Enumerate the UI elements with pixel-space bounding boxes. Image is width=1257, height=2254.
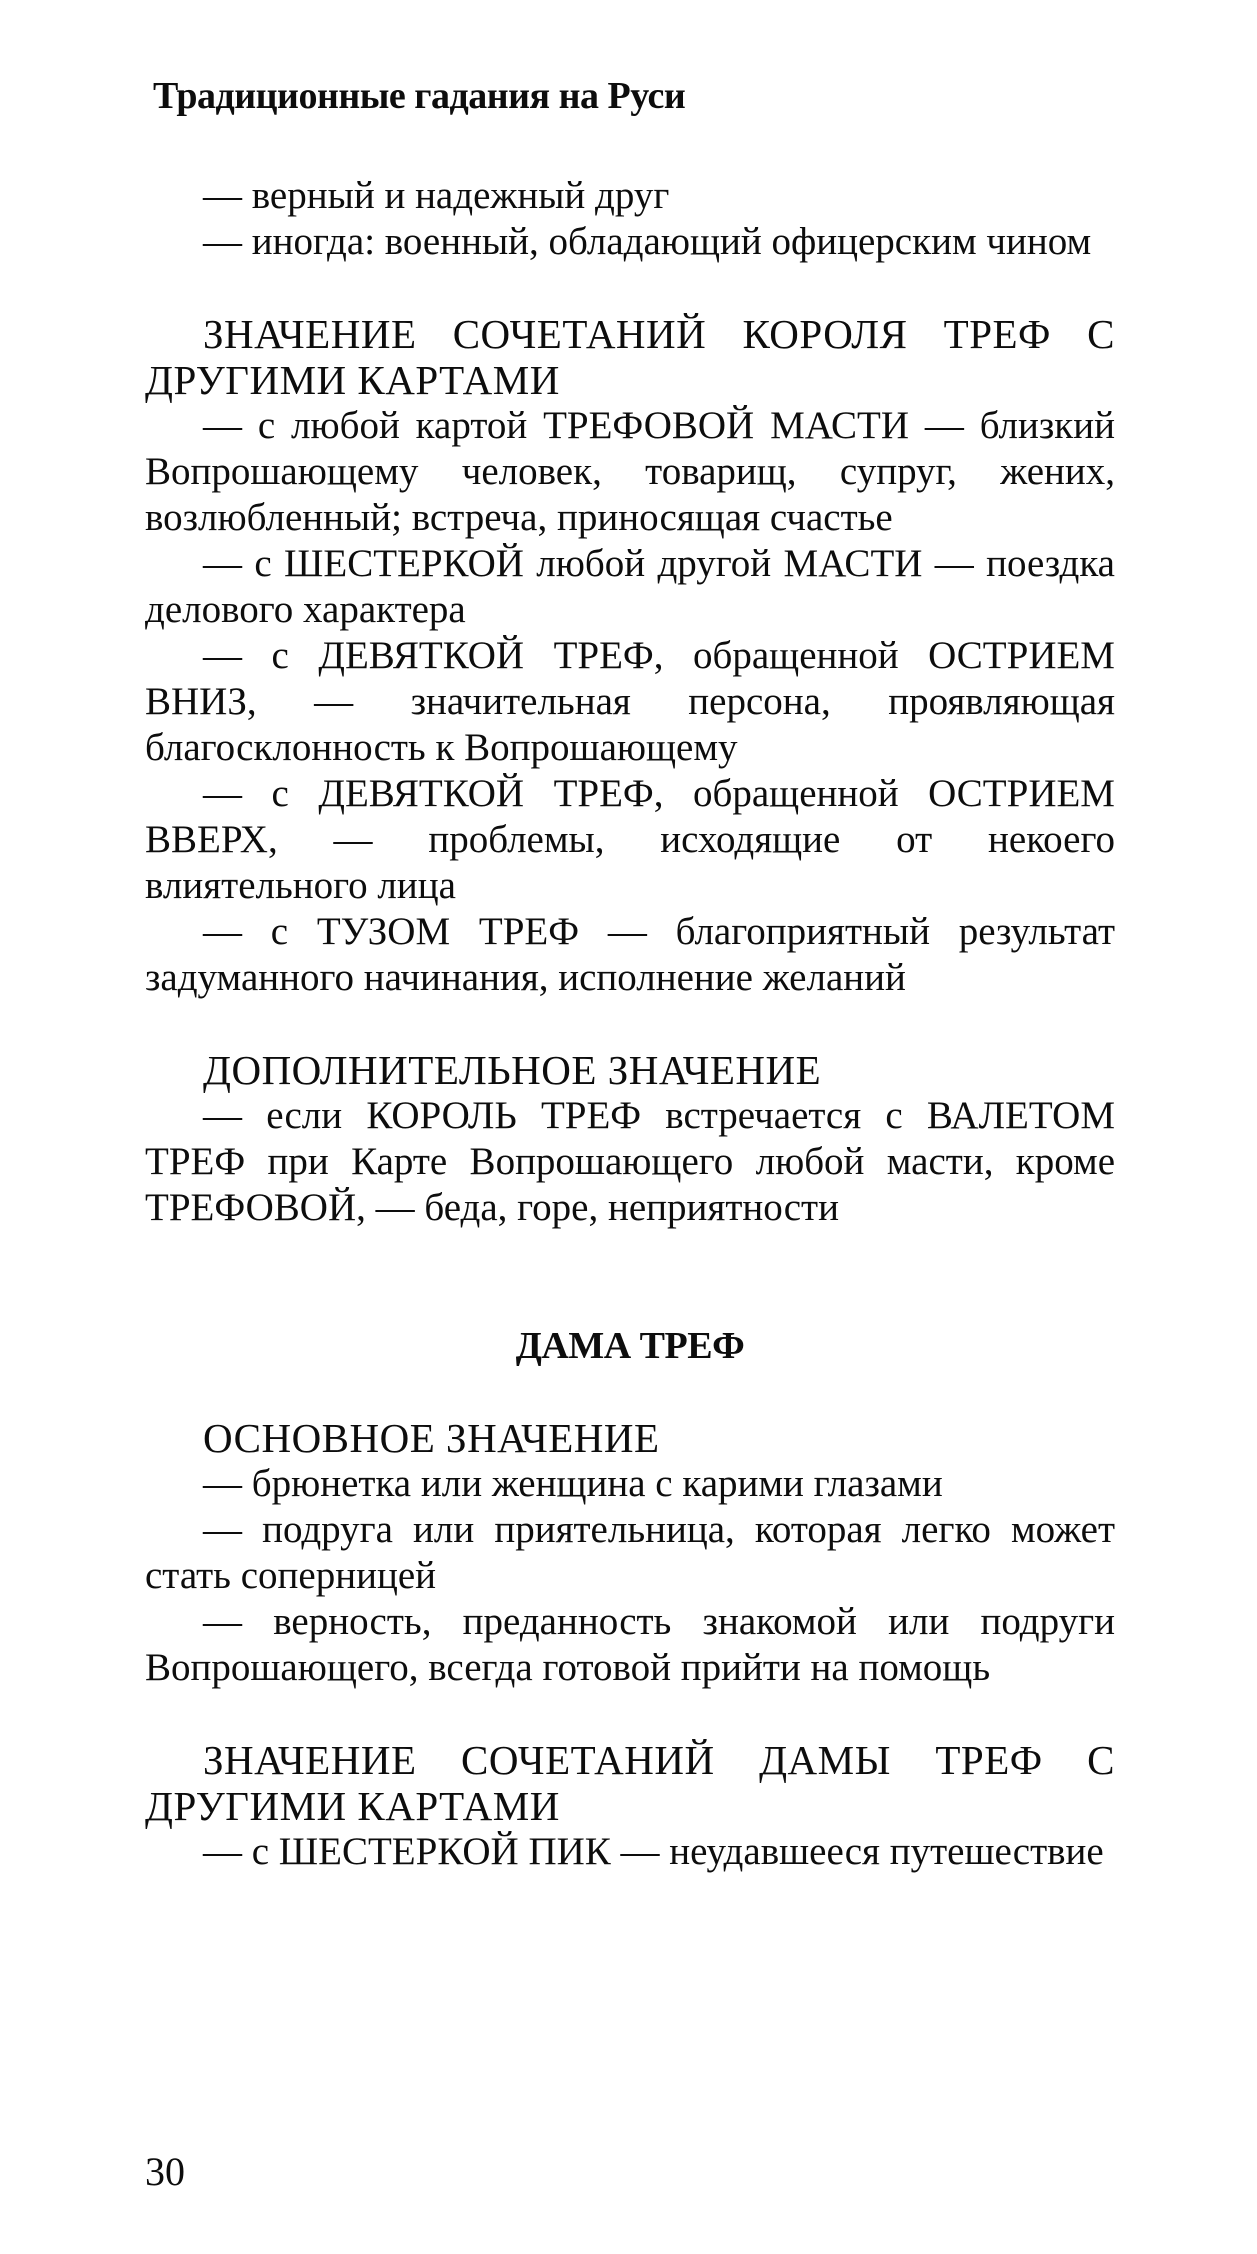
queen-combination-item: — с ШЕСТЕРКОЙ ПИК — неудавшееся путешествие	[203, 1830, 1104, 1873]
intro-line-2: — иногда: военный, обладающий офицерским чином	[203, 220, 1092, 263]
intro-line-1: — верный и надежный друг	[203, 174, 670, 217]
spacer	[145, 265, 1115, 311]
section-title-queen-of-clubs: ДАМА ТРЕФ	[515, 1325, 745, 1367]
queen-combinations-heading: ЗНАЧЕНИЕ СОЧЕТАНИЙ ДАМЫ ТРЕФ С ДРУГИМИ КАРТАМИ	[145, 1737, 1115, 1829]
queen-main-item: — подруга или приятельница, которая легко может стать соперницей	[145, 1508, 1115, 1597]
king-combination-item: — с ШЕСТЕРКОЙ любой другой МАСТИ — поездка делового характера	[145, 542, 1115, 631]
king-combinations-heading: ЗНАЧЕНИЕ СОЧЕТАНИЙ КОРОЛЯ ТРЕФ С ДРУГИМИ КАРТАМИ	[145, 311, 1115, 403]
king-combination-item: — с любой картой ТРЕФОВОЙ МАСТИ — близкий Вопрошающему человек, товарищ, супруг, жених, возлюбленный; встреча, приносящая счастье	[145, 404, 1115, 539]
king-additional-heading: ДОПОЛНИТЕЛЬНОЕ ЗНАЧЕНИЕ	[203, 1047, 822, 1093]
king-additional-item: — если КОРОЛЬ ТРЕФ встречается с ВАЛЕТОМ ТРЕФ при Карте Вопрошающего любой масти, кроме ТРЕФОВОЙ, — беда, горе, неприятности	[145, 1094, 1115, 1229]
king-combination-item: — с ТУЗОМ ТРЕФ — благоприятный результат задуманного начинания, исполнение желаний	[145, 910, 1115, 999]
page-number: 30	[145, 2149, 185, 2194]
king-combination-item: — с ДЕВЯТКОЙ ТРЕФ, обращенной ОСТРИЕМ ВНИЗ, — значительная персона, проявляющая благосклонность к Вопрошающему	[145, 634, 1115, 769]
spacer	[145, 1231, 1115, 1323]
book-page	[145, 0, 1115, 2254]
spacer	[145, 1001, 1115, 1047]
king-combination-item: — с ДЕВЯТКОЙ ТРЕФ, обращенной ОСТРИЕМ ВВЕРХ, — проблемы, исходящие от некоего влиятельного лица	[145, 772, 1115, 907]
spacer	[145, 1691, 1115, 1737]
queen-main-heading: ОСНОВНОЕ ЗНАЧЕНИЕ	[203, 1415, 660, 1461]
running-head: Традиционные гадания на Руси	[153, 75, 686, 117]
queen-main-item: — брюнетка или женщина с карими глазами	[203, 1462, 943, 1505]
queen-main-item: — верность, преданность знакомой или подруги Вопрошающего, всегда готовой прийти на помощь	[145, 1600, 1115, 1689]
body-text	[145, 173, 1115, 1875]
spacer	[145, 1369, 1115, 1415]
